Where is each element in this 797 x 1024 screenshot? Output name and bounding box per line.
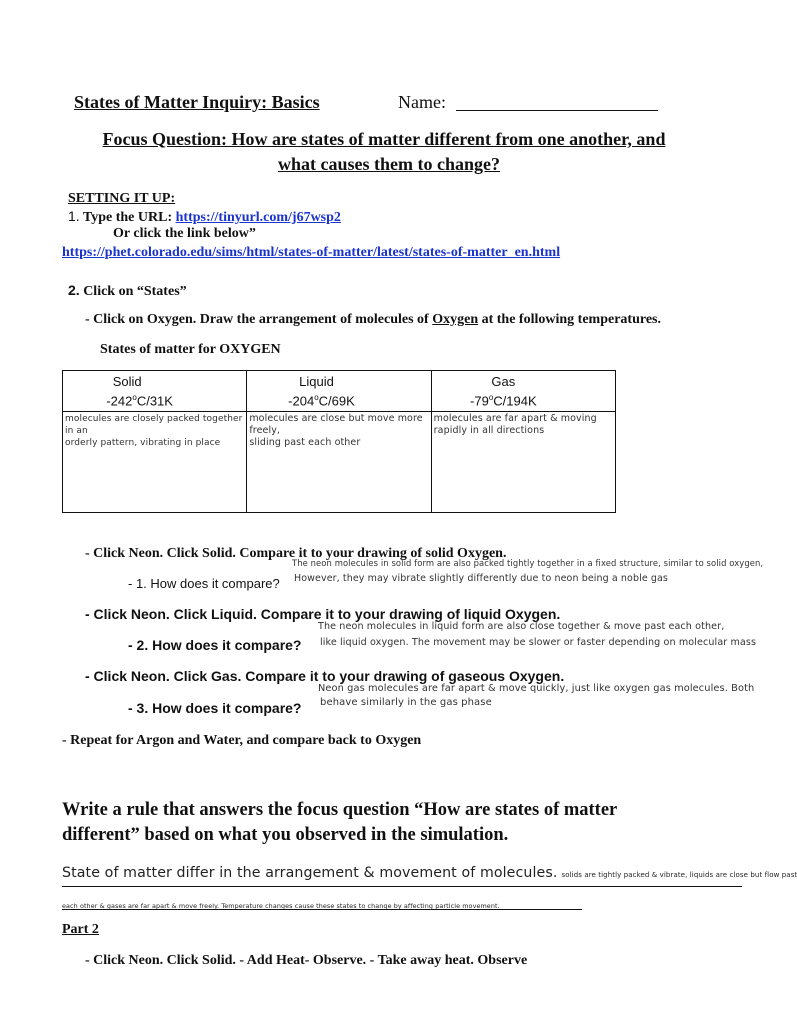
- solid-temp-value: -242: [106, 393, 133, 409]
- rule-prompt-line2: different” based on what you observed in the simulation.: [62, 825, 509, 845]
- liquid-temp-value: -204: [288, 393, 315, 409]
- liquid-note-line: sliding past each other: [249, 437, 361, 448]
- step1: [68, 208, 341, 226]
- neon-gas-question: - 3. How does it compare?: [128, 700, 302, 716]
- rule-answer-extra: solids are tightly packed & vibrate, liquids are close but flow past: [561, 871, 797, 879]
- solid-note-line: molecules are closely packed together in an: [65, 414, 243, 436]
- table-header-row: [63, 371, 616, 412]
- gas-temp: [432, 393, 575, 408]
- solid-note-line: orderly pattern, vibrating in place: [65, 438, 221, 448]
- step2-text: Click on “States”: [79, 284, 187, 299]
- name-field[interactable]: [456, 92, 658, 111]
- table-caption: States of matter for OXYGEN: [100, 342, 281, 357]
- oxygen-instruction-word: Oxygen: [432, 312, 479, 327]
- neon-gas-answer-line1: Neon gas molecules are far apart & move quickly, just like oxygen gas molecules. Both: [318, 683, 755, 694]
- neon-liquid-answer-line2: like liquid oxygen. The movement may be slower or faster depending on molecular mass: [320, 637, 757, 648]
- neon-gas-answer-line2: behave similarly in the gas phase: [320, 697, 492, 708]
- rule-answer-line1[interactable]: [62, 864, 797, 887]
- degree-mark: o: [314, 393, 319, 402]
- neon-liquid-instruction: - Click Neon. Click Liquid. Compare it to your drawing of liquid Oxygen.: [85, 606, 561, 622]
- phet-link[interactable]: [62, 245, 560, 261]
- liquid-note: [249, 413, 430, 449]
- rule-prompt-line1: Write a rule that answers the focus question “How are states of matter: [62, 800, 618, 820]
- neon-solid-answer-line1: The neon molecules in solid form are also packed tightly together in a fixed structure, similar to solid oxygen,: [292, 558, 764, 568]
- rule-answer-continued: each other & gases are far apart & move freely. Temperature changes cause these states to change by affecting particle movement.: [62, 902, 500, 910]
- repeat-instruction: - Repeat for Argon and Water, and compare back to Oxygen: [62, 733, 422, 748]
- liquid-state-label: Liquid: [299, 374, 334, 389]
- step1-text: Type the URL:: [79, 210, 176, 225]
- part2-heading: Part 2: [62, 922, 99, 937]
- liquid-drawing-cell[interactable]: [247, 412, 431, 513]
- solid-drawing-cell[interactable]: [63, 412, 247, 513]
- focus-question-line2: what causes them to change?: [278, 154, 500, 174]
- oxygen-instruction: [85, 312, 661, 328]
- solid-header: [63, 371, 247, 412]
- oxygen-states-table: [62, 370, 616, 513]
- phet-link-part2[interactable]: _en.html: [507, 245, 561, 260]
- gas-note-line: rapidly in all directions: [433, 425, 545, 436]
- gas-note: [434, 413, 615, 437]
- page-title: States of Matter Inquiry: Basics: [74, 92, 320, 112]
- name-label-text: Name:: [398, 92, 446, 112]
- part2-instruction: - Click Neon. Click Solid. - Add Heat- Observe. - Take away heat. Observe: [85, 953, 528, 968]
- step1-number: 1.: [68, 208, 80, 224]
- gas-header: [431, 371, 615, 412]
- focus-question-line1: Focus Question: How are states of matter different from one another, and: [102, 129, 666, 149]
- step2-number: 2.: [68, 282, 80, 298]
- table-body-row: [63, 412, 616, 513]
- gas-temp-unit: C/194K: [493, 393, 537, 409]
- solid-state-label: Solid: [112, 374, 142, 389]
- liquid-note-line: molecules are close but move more freely,: [249, 413, 423, 436]
- gas-state-label: Gas: [491, 374, 516, 389]
- degree-mark: o: [132, 393, 137, 402]
- solid-temp: [63, 393, 216, 408]
- setting-up-heading: SETTING IT UP:: [68, 191, 176, 206]
- liquid-header: [247, 371, 431, 412]
- liquid-temp-unit: C/69K: [318, 393, 355, 409]
- oxygen-instruction-b: at the following temperatures.: [478, 312, 661, 327]
- degree-mark: o: [488, 393, 494, 402]
- tinyurl-link[interactable]: https://tinyurl.com/j67wsp2: [175, 210, 341, 225]
- solid-temp-unit: C/31K: [136, 393, 173, 409]
- rule-answer-main: State of matter differ in the arrangement & movement of molecules.: [62, 865, 558, 881]
- neon-liquid-question: - 2. How does it compare?: [128, 637, 302, 653]
- solid-note: [65, 413, 246, 449]
- neon-solid-instruction: - Click Neon. Click Solid. Compare it to your drawing of solid Oxygen.: [85, 546, 507, 561]
- or-click-text: Or click the link below”: [113, 226, 256, 241]
- gas-temp-value: -79: [470, 393, 489, 409]
- gas-note-line: molecules are far apart & moving: [433, 413, 597, 424]
- neon-solid-question: - 1. How does it compare?: [128, 576, 280, 591]
- neon-gas-instruction: - Click Neon. Click Gas. Compare it to your drawing of gaseous Oxygen.: [85, 668, 565, 684]
- name-label: [398, 92, 446, 113]
- phet-link-part1[interactable]: https://phet.colorado.edu/sims/html/states-of-matter/latest/states-of-matter: [62, 245, 508, 260]
- rule-answer-line2[interactable]: [62, 895, 582, 910]
- step2: [68, 282, 187, 300]
- gas-drawing-cell[interactable]: [431, 412, 615, 513]
- neon-liquid-answer-line1: The neon molecules in liquid form are also close together & move past each other,: [318, 621, 725, 632]
- liquid-temp: [247, 393, 395, 408]
- oxygen-instruction-a: - Click on Oxygen. Draw the arrangement of molecules of: [85, 312, 433, 327]
- neon-solid-answer-line2: However, they may vibrate slightly differently due to neon being a noble gas: [294, 573, 668, 584]
